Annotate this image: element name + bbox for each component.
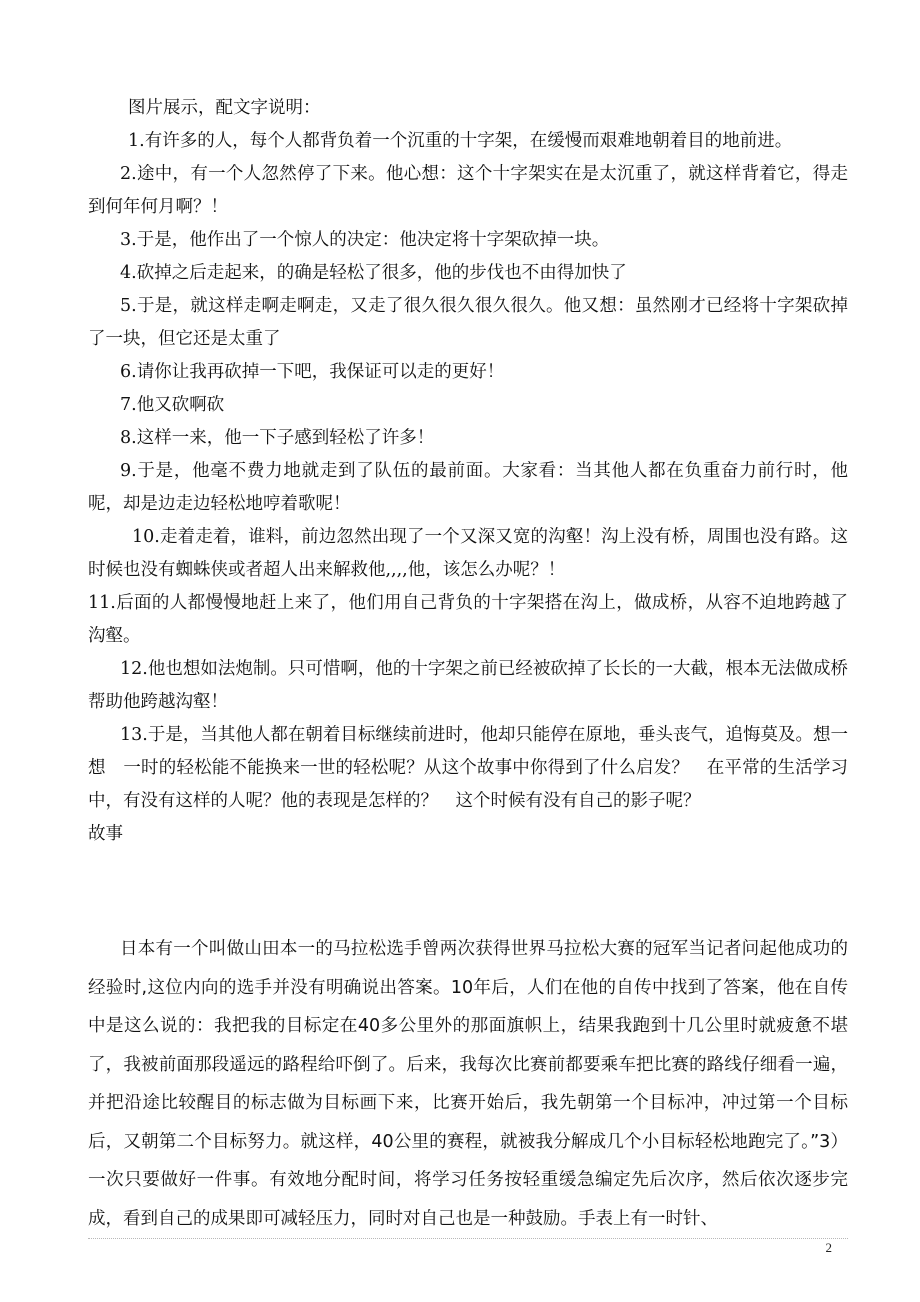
item-2: 2.途中，有一个人忽然停了下来。他心想：这个十字架实在是太沉重了，就这样背着它，得走到何年何月啊？！: [88, 164, 848, 217]
story-section: [88, 930, 848, 1239]
item-12: 12.他也想如法炮制。只可惜啊，他的十字架之前已经被砍掉了长长的一大截，根本无法做成桥帮助他跨越沟壑！: [88, 659, 848, 712]
item-1: 1.有许多的人，每个人都背负着一个沉重的十字架，在缓慢而艰难地朝着目的地前进。: [128, 131, 793, 151]
item-13: 13.于是，当其他人都在朝着目标继续前进时，他却只能停在原地，垂头丧气，追悔莫及。想一想 一时的轻松能不能换来一世的轻松呢？从这个故事中你得到了什么启发？ 在平常的生活学习中，有没有这样的人呢？他的表现是怎样的？ 这个时候有没有自己的影子呢？: [88, 725, 848, 811]
item-11: 11.后面的人都慢慢地赶上来了，他们用自己背负的十字架搭在沟上，做成桥，从容不迫地跨越了沟壑。: [88, 593, 848, 646]
story-heading: 故事: [88, 824, 123, 844]
item-4: 4.砍掉之后走起来，的确是轻松了很多，他的步伐也不由得加快了: [120, 263, 627, 283]
item-5: 5.于是，就这样走啊走啊走，又走了很久很久很久很久。他又想：虽然刚才已经将十字架砍掉了一块，但它还是太重了: [88, 296, 848, 349]
intro-line: 图片展示，配文字说明：: [128, 98, 321, 118]
page-number: 2: [825, 1240, 832, 1255]
item-8: 8.这样一来，他一下子感到轻松了许多！: [120, 428, 435, 448]
item-6: 6.请你让我再砍掉一下吧，我保证可以走的更好！: [120, 362, 505, 382]
item-3: 3.于是，他作出了一个惊人的决定：他决定将十字架砍掉一块。: [120, 230, 610, 250]
story-paragraph: 日本有一个叫做山田本一的马拉松选手曾两次获得世界马拉松大赛的冠军当记者问起他成功的经验时,这位内向的选手并没有明确说出答案。10年后，人们在他的自传中找到了答案，他在自传中是这么说的：我把我的目标定在40多公里外的那面旗帜上，结果我跑到十几公里时就疲惫不堪了，我被前面那段遥远的路程给吓倒了。后来，我每次比赛前都要乘车把比赛的路线仔细看一遍，并把沿途比较醒目的标志做为目标画下来，比赛开始后，我先朝第一个目标冲，冲过第一个目标后，又朝第二个目标努力。就这样，40公里的赛程，就被我分解成几个小目标轻松地跑完了。”3）一次只要做好一件事。有效地分配时间，将学习任务按轻重缓急编定先后次序，然后依次逐步完成，看到自己的成果即可减轻压力，同时对自己也是一种鼓励。手表上有一时针、: [88, 930, 848, 1239]
item-7: 7.他又砍啊砍: [120, 395, 225, 415]
item-10: 10.走着走着，谁料，前边忽然出现了一个又深又宽的沟壑！沟上没有桥，周围也没有路。这时候也没有蜘蛛侠或者超人出来解救他,,,,他，该怎么办呢？！: [88, 527, 848, 580]
caption-section: [88, 92, 848, 851]
item-9: 9.于是，他毫不费力地就走到了队伍的最前面。大家看：当其他人都在负重奋力前行时，他呢，却是边走边轻松地哼着歌呢！: [88, 461, 848, 514]
